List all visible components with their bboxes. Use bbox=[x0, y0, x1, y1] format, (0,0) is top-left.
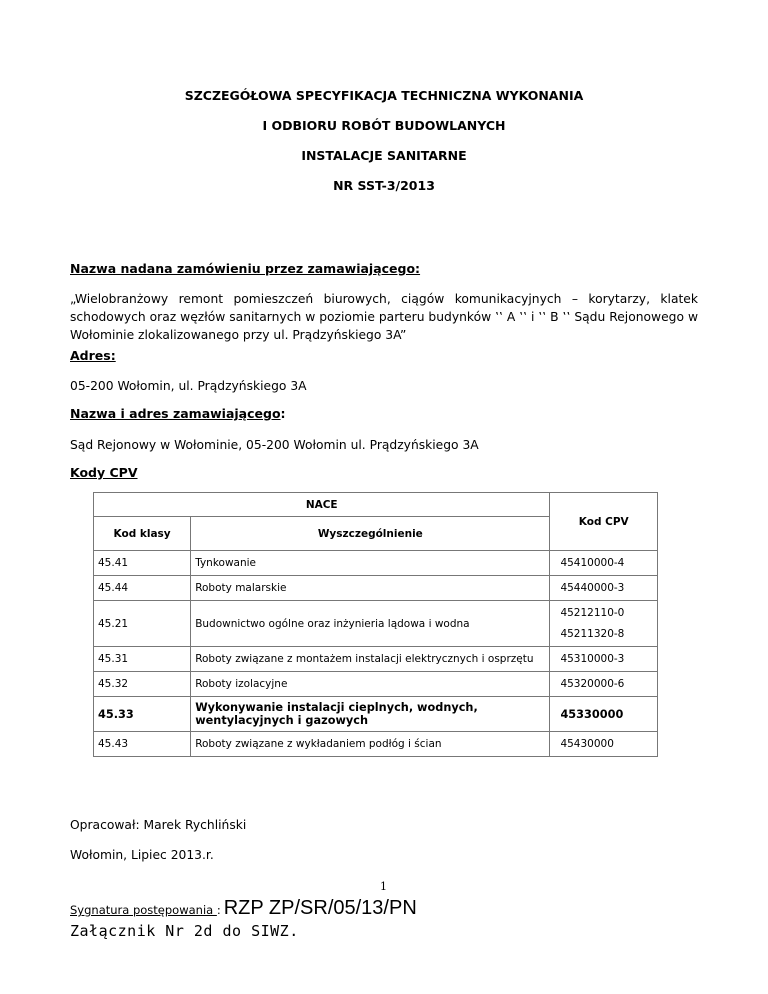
orderer-heading-colon: : bbox=[280, 406, 286, 421]
cpv-cell: 45430000 bbox=[550, 732, 658, 757]
cpv-table bbox=[93, 492, 658, 757]
description-cell: Roboty związane z wykładaniem podłóg i ścian bbox=[191, 732, 550, 757]
description-cell: Roboty związane z montażem instalacji elektrycznych i osprzętu bbox=[191, 647, 550, 672]
table-row bbox=[94, 576, 658, 601]
description-cell: Budownictwo ogólne oraz inżynieria lądowa i wodna bbox=[191, 601, 550, 647]
doc-title-line2: I ODBIORU ROBÓT BUDOWLANYCH bbox=[262, 118, 506, 133]
table-row bbox=[94, 672, 658, 697]
class-cell: 45.32 bbox=[94, 672, 191, 697]
class-cell: 45.43 bbox=[94, 732, 191, 757]
description-cell: Wykonywanie instalacji cieplnych, wodnych, wentylacyjnych i gazowych bbox=[191, 697, 550, 732]
cpv-cell: 45320000-6 bbox=[550, 672, 658, 697]
nace-header: NACE bbox=[94, 493, 550, 517]
order-name-text: „Wielobranżowy remont pomieszczeń biurowych, ciągów komunikacyjnych – korytarzy, klatek schodowych oraz węzłów sanitarnych w poziomie parteru budynków ‛‛ A ‛‛ i ‛‛ B ‛‛ Sądu Rejonowego w Wołominie zlokalizowanego przy ul. Prądzyńskiego 3A” bbox=[70, 292, 698, 342]
table-row bbox=[94, 697, 658, 732]
address-text: 05-200 Wołomin, ul. Prądzyńskiego 3A bbox=[70, 379, 307, 393]
cpv-code-secondary: 45211320-8 bbox=[560, 627, 625, 640]
cpv-column-header: Kod CPV bbox=[550, 493, 658, 551]
cpv-cell: 45440000-3 bbox=[550, 576, 658, 601]
page-number: 1 bbox=[380, 880, 387, 893]
signature-label: Sygnatura postępowania bbox=[70, 903, 217, 917]
attachment-note: Załącznik Nr 2d do SIWZ. bbox=[70, 922, 299, 940]
doc-title-line3: INSTALACJE SANITARNE bbox=[301, 148, 467, 163]
place-date: Wołomin, Lipiec 2013.r. bbox=[70, 848, 214, 862]
address-heading: Adres: bbox=[70, 348, 116, 363]
cpv-heading: Kody CPV bbox=[70, 465, 138, 480]
description-cell: Roboty malarskie bbox=[191, 576, 550, 601]
signature-line bbox=[70, 897, 417, 920]
class-cell: 45.31 bbox=[94, 647, 191, 672]
table-row bbox=[94, 647, 658, 672]
description-column-header: Wyszczególnienie bbox=[191, 517, 550, 551]
orderer-heading bbox=[70, 406, 286, 421]
cpv-cell: 45310000-3 bbox=[550, 647, 658, 672]
class-cell: 45.44 bbox=[94, 576, 191, 601]
orderer-heading-label: Nazwa i adres zamawiającego bbox=[70, 406, 281, 421]
class-cell: 45.33 bbox=[94, 697, 191, 732]
orderer-text: Sąd Rejonowy w Wołominie, 05-200 Wołomin ul. Prądzyńskiego 3A bbox=[70, 438, 479, 452]
table-row bbox=[94, 551, 658, 576]
signature-colon: : bbox=[216, 903, 221, 917]
doc-number: NR SST-3/2013 bbox=[333, 178, 435, 193]
class-cell: 45.21 bbox=[94, 601, 191, 647]
prepared-by: Opracował: Marek Rychliński bbox=[70, 818, 247, 832]
cpv-cell: 45410000-4 bbox=[550, 551, 658, 576]
class-cell: 45.41 bbox=[94, 551, 191, 576]
doc-title-line1: SZCZEGÓŁOWA SPECYFIKACJA TECHNICZNA WYKONANIA bbox=[184, 88, 584, 103]
class-column-header: Kod klasy bbox=[94, 517, 191, 551]
table-row bbox=[94, 601, 658, 647]
cpv-cell bbox=[550, 601, 658, 647]
order-name-heading: Nazwa nadana zamówieniu przez zamawiającego: bbox=[70, 261, 421, 276]
table-row bbox=[94, 732, 658, 757]
description-cell: Roboty izolacyjne bbox=[191, 672, 550, 697]
description-cell: Tynkowanie bbox=[191, 551, 550, 576]
cpv-cell: 45330000 bbox=[550, 697, 658, 732]
signature-value: RZP ZP/SR/05/13/PN bbox=[223, 897, 417, 919]
cpv-code: 45212110-0 bbox=[560, 606, 625, 619]
